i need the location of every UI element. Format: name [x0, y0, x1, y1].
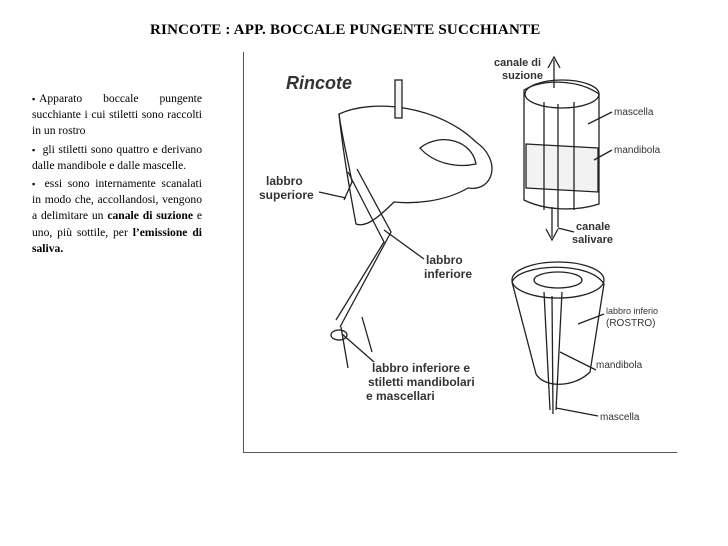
bullet-1 [32, 91, 202, 140]
canale-suzione-term: canale di suzione [107, 209, 193, 223]
stylet-lower [362, 317, 372, 352]
label-rostro-2: (ROSTRO) [606, 318, 656, 329]
leader-mandibola-bot [560, 352, 596, 370]
mandibola-wrap [526, 144, 598, 192]
label-stiletti-3: e mascellari [366, 389, 435, 403]
label-canale-suzione-2: suzione [502, 70, 543, 82]
label-mascella-top: mascella [614, 107, 654, 118]
bullet-3-text-b: e uno, più sottile, per [32, 209, 203, 239]
rostrum-left [336, 172, 384, 320]
leader-canale-sal [558, 228, 574, 232]
mouthparts-figure [243, 52, 677, 453]
label-canale-suzione-1: canale di [494, 57, 542, 69]
bullet-marker-icon: ▪ [32, 179, 36, 190]
label-stiletti-2: stiletti mandibolari [368, 375, 475, 389]
label-mandibola-bottom: mandibola [596, 360, 643, 371]
label-labbro-inf-1: labbro [426, 253, 463, 267]
figure-heading: Rincote [286, 73, 353, 93]
antenna-stub [395, 80, 402, 118]
bullet-marker-icon: ▪ [32, 94, 36, 104]
upward-arrow [548, 57, 560, 88]
leader-mascella-top [588, 112, 612, 124]
emissione-saliva-term: l’emissione di saliva. [32, 225, 203, 255]
label-stiletti-1: labbro inferiore e [372, 361, 471, 375]
upper-section-top [525, 80, 599, 108]
label-labbro-sup-1: labbro [266, 174, 303, 188]
bullet-2 [32, 142, 202, 174]
lower-stylets [544, 292, 562, 414]
leader-labbro-inf [384, 230, 424, 259]
label-rostro-1: labbro inferio [606, 306, 659, 316]
leader-rostro [578, 314, 604, 324]
leader-mascella-bot [556, 408, 598, 416]
bullet-marker-icon: ▪ [32, 144, 36, 155]
bullet-2-text: gli stiletti sono quattro e derivano dalle mandibole e dalle mascelle. [32, 142, 202, 172]
label-labbro-inf-2: inferiore [424, 267, 473, 281]
bullet-3 [32, 176, 202, 257]
downward-arrow [546, 207, 558, 240]
bullet-list [32, 91, 202, 259]
leader-labbro-sup [319, 192, 346, 198]
label-labbro-sup-2: superiore [259, 188, 314, 202]
bullet-3-text-a: essi sono internamente scanalati in modo che, accollandosi, vengono a delimitare un [32, 177, 202, 223]
stylet-tip [331, 330, 347, 340]
frons-detail [420, 140, 476, 166]
slide-title: RINCOTE : APP. BOCCALE PUNGENTE SUCCHIANTE [150, 22, 541, 38]
label-mascella-bottom: mascella [600, 412, 640, 423]
label-canale-salivare-2: salivare [572, 234, 613, 246]
label-canale-salivare-1: canale [576, 221, 611, 233]
labrum-outline [339, 114, 352, 200]
bullet-1-text: Apparato boccale pungente succhiante i cui stiletti sono raccolti in un rostro [32, 92, 202, 138]
lower-inner-canal [534, 272, 582, 288]
mouthparts-drawing [244, 52, 677, 452]
label-mandibola-top: mandibola [614, 145, 661, 156]
